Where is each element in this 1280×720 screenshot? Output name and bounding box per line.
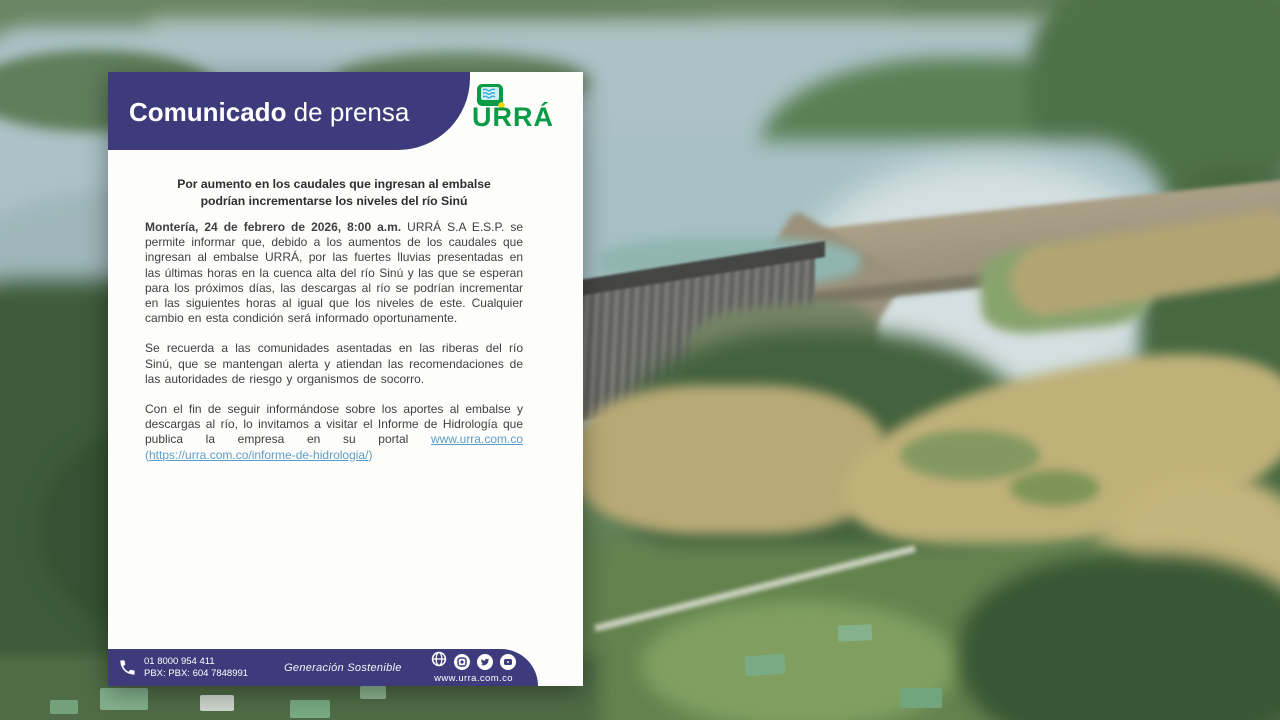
phone-line-2: PBX: PBX: 604 7848991 <box>144 667 249 679</box>
paragraph-1-text: URRÁ S.A E.S.P. se permite informar que, debido a los aumentos de los caudales que ingresan al embalse URRÁ, por las fuertes lluvias presentadas en las últimas horas en la cuenca alta del río Sinú y las que se esperan para los próximos días, las descargas al río se podrían incrementar en las siguientes horas al igual que los niveles de este. Cualquier cambio en esta condición será informado oportunamente. <box>145 220 523 326</box>
social-block <box>431 651 516 684</box>
open-paren: ( <box>145 447 149 462</box>
headline <box>145 176 523 210</box>
urra-website-link[interactable]: www.urra.com.co <box>430 432 523 447</box>
press-release-body <box>145 176 523 463</box>
instagram-icon[interactable] <box>454 654 470 670</box>
phone-numbers <box>144 656 248 679</box>
footer-website: www.urra.com.co <box>434 673 513 684</box>
phone-icon <box>118 658 137 677</box>
hydrology-report-link[interactable]: https://urra.com.co/informe-de-hidrologia/ <box>149 447 369 462</box>
paragraph-links <box>145 402 523 463</box>
headline-line-1: Por aumento en los caudales que ingresan al embalse <box>177 177 491 191</box>
urra-logo-text: URRÁ <box>472 102 554 132</box>
social-icons-row <box>431 651 516 672</box>
headline-line-2: podrían incrementarse los niveles del río Sinú <box>200 194 468 208</box>
press-release-footer-banner <box>108 649 538 686</box>
press-release-header-banner <box>108 72 470 150</box>
phone-line-1: 01 8000 954 411 <box>144 656 215 667</box>
press-release-document <box>108 72 583 686</box>
page-title <box>129 97 409 128</box>
dateline-lead: Montería, 24 de febrero de 2026, 8:00 a.m. <box>145 220 402 234</box>
close-paren: ) <box>368 447 373 462</box>
paragraph-3-text: Con el fin de seguir informándose sobre los aportes al embalse y descargas al río, lo invitamos a visitar el Informe de Hidrología que publica la empresa en su portal <box>145 402 523 447</box>
slogan-text: Generación Sostenible <box>284 661 402 674</box>
title-bold-part: Comunicado <box>129 97 287 127</box>
twitter-icon[interactable] <box>477 654 493 670</box>
globe-icon[interactable] <box>431 651 447 672</box>
title-regular-part: de prensa <box>286 97 410 127</box>
youtube-icon[interactable] <box>500 654 516 670</box>
paragraph-communities: Se recuerda a las comunidades asentadas en las riberas del río Sinú, que se mantengan alerta y atiendan las recomendaciones de las autoridades de riesgo y organismos de socorro. <box>145 341 523 386</box>
urra-logo <box>472 84 578 131</box>
paragraph-dateline <box>145 220 523 326</box>
